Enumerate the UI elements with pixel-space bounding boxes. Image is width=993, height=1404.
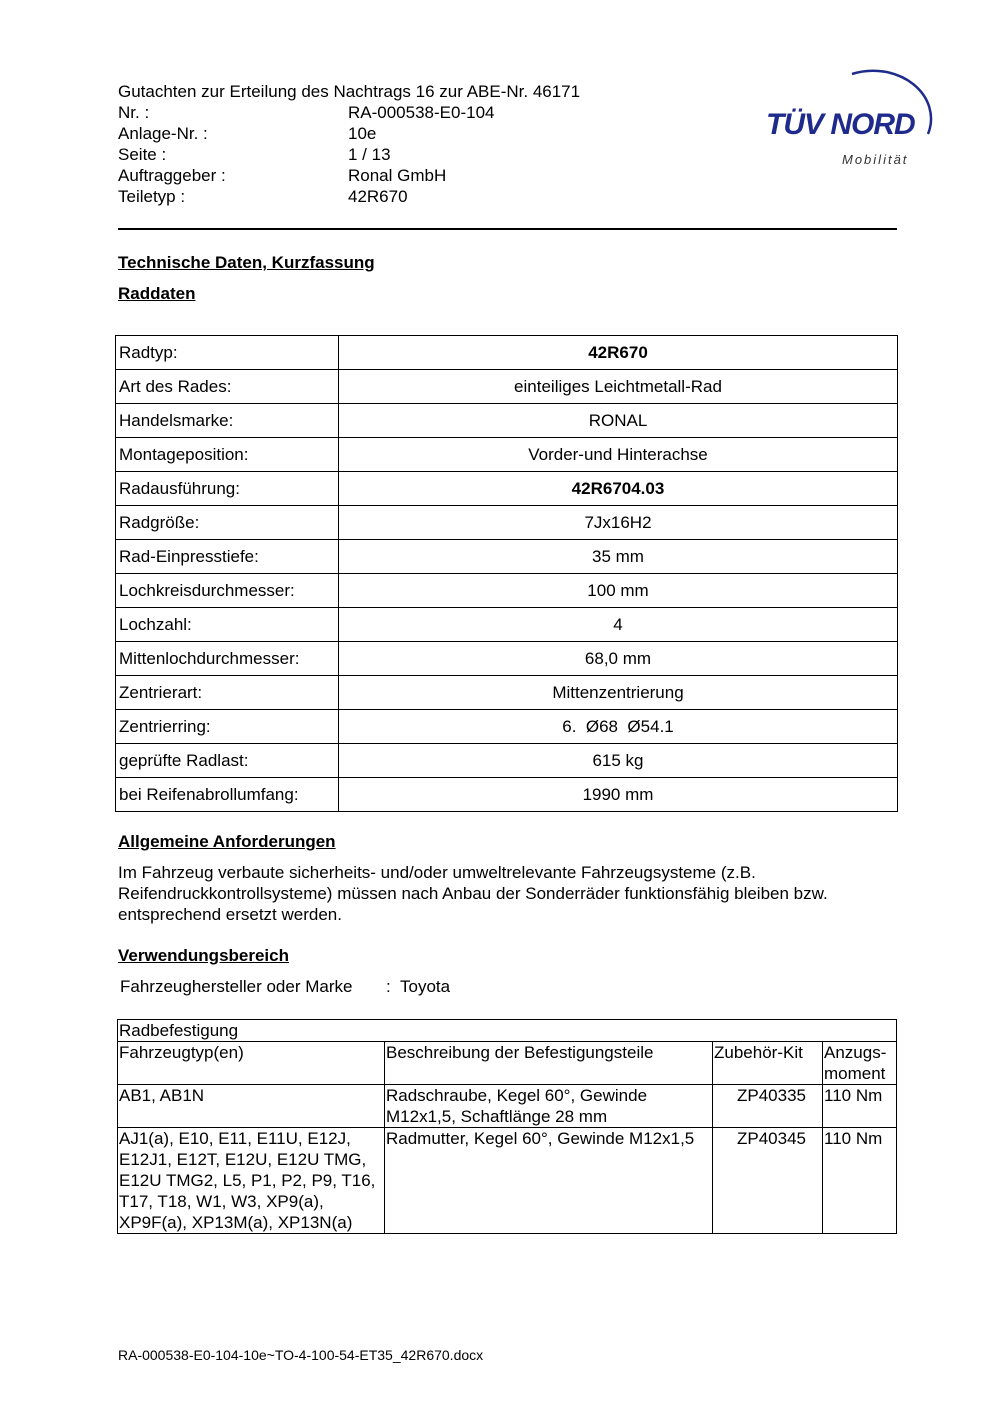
raddaten-table — [115, 335, 898, 812]
table-row — [116, 438, 898, 472]
header-anzugsmoment: Anzugs-moment — [823, 1042, 897, 1085]
tuv-nord-logo — [760, 56, 940, 174]
value-lochkreisdurchmesser: 100 mm — [339, 574, 898, 608]
table-row — [116, 574, 898, 608]
label-einpresstiefe: Rad-Einpresstiefe: — [116, 540, 339, 574]
document-title: Gutachten zur Erteilung des Nachtrags 16 zur ABE-Nr. 46171 — [118, 82, 581, 101]
header-zubehoer-kit: Zubehör-Kit — [713, 1042, 823, 1085]
header-divider — [118, 228, 897, 230]
label-radgroesse: Radgröße: — [116, 506, 339, 540]
value-reifenabrollumfang: 1990 mm — [339, 778, 898, 812]
table-row — [116, 676, 898, 710]
header-value-teiletyp: 42R670 — [348, 187, 408, 206]
label-lochzahl: Lochzahl: — [116, 608, 339, 642]
label-art-des-rades: Art des Rades: — [116, 370, 339, 404]
table-row — [116, 370, 898, 404]
row2-moment: 110 Nm — [823, 1128, 897, 1234]
row1-moment: 110 Nm — [823, 1085, 897, 1128]
heading-technische-daten: Technische Daten, Kurzfassung — [118, 253, 375, 272]
label-handelsmarke: Handelsmarke: — [116, 404, 339, 438]
value-mittenlochdurchmesser: 68,0 mm — [339, 642, 898, 676]
value-einpresstiefe: 35 mm — [339, 540, 898, 574]
table-row — [116, 336, 898, 370]
table-row — [116, 710, 898, 744]
table-row — [116, 540, 898, 574]
header-value-seite: 1 / 13 — [348, 145, 391, 164]
label-radtyp: Radtyp: — [116, 336, 339, 370]
label-mittenlochdurchmesser: Mittenlochdurchmesser: — [116, 642, 339, 676]
table-row — [116, 404, 898, 438]
row1-kit: ZP40335 — [713, 1085, 823, 1128]
row1-types: AB1, AB1N — [118, 1085, 385, 1128]
value-montageposition: Vorder-und Hinterachse — [339, 438, 898, 472]
header-value-nr: RA-000538-E0-104 — [348, 103, 495, 122]
header-label-seite: Seite : — [118, 145, 167, 164]
radbefestigung-title: Radbefestigung — [118, 1020, 897, 1042]
table-row — [116, 472, 898, 506]
row2-kit: ZP40345 — [713, 1128, 823, 1234]
label-reifenabrollumfang: bei Reifenabrollumfang: — [116, 778, 339, 812]
header-beschreibung: Beschreibung der Befestigungsteile — [385, 1042, 713, 1085]
header-fahrzeugtypen: Fahrzeugtyp(en) — [118, 1042, 385, 1085]
label-radausfuehrung: Radausführung: — [116, 472, 339, 506]
heading-allgemeine-anforderungen: Allgemeine Anforderungen — [118, 832, 336, 851]
value-lochzahl: 4 — [339, 608, 898, 642]
header-label-nr: Nr. : — [118, 103, 150, 122]
value-zentrierart: Mittenzentrierung — [339, 676, 898, 710]
header-label-teiletyp: Teiletyp : — [118, 187, 186, 206]
table-row — [116, 642, 898, 676]
label-zentrierring: Zentrierring: — [116, 710, 339, 744]
header-label-auftraggeber: Auftraggeber : — [118, 166, 226, 185]
allgemeine-paragraph: Im Fahrzeug verbaute sicherheits- und/oder umweltrelevante Fahrzeugsysteme (z.B. Reifendruckkontrollsysteme) müssen nach Anbau der Sonderräder funktionsfähig bleiben bzw. entsprechend ersetzt werden. — [118, 863, 828, 924]
heading-raddaten: Raddaten — [118, 284, 196, 303]
label-radlast: geprüfte Radlast: — [116, 744, 339, 778]
logo-subtitle: Mobilität — [842, 152, 909, 167]
fahrzeughersteller-label: Fahrzeughersteller oder Marke — [120, 977, 353, 996]
fahrzeughersteller-sep: : — [386, 977, 391, 996]
table-row — [116, 608, 898, 642]
value-zentrierring: 6. Ø68 Ø54.1 — [339, 710, 898, 744]
label-lochkreisdurchmesser: Lochkreisdurchmesser: — [116, 574, 339, 608]
table-header-row — [118, 1042, 897, 1085]
heading-verwendungsbereich: Verwendungsbereich — [118, 946, 289, 965]
value-radausfuehrung: 42R6704.03 — [339, 472, 898, 506]
header-value-anlage: 10e — [348, 124, 377, 143]
footer-filename: RA-000538-E0-104-10e~TO-4-100-54-ET35_42R670.docx — [118, 1347, 484, 1363]
table-row — [118, 1085, 897, 1128]
table-row — [118, 1128, 897, 1234]
header-label-anlage: Anlage-Nr. : — [118, 124, 208, 143]
value-handelsmarke: RONAL — [339, 404, 898, 438]
label-zentrierart: Zentrierart: — [116, 676, 339, 710]
fahrzeughersteller-value: Toyota — [400, 977, 451, 996]
value-radgroesse: 7Jx16H2 — [339, 506, 898, 540]
fahrzeughersteller-row — [118, 977, 450, 997]
value-radtyp: 42R670 — [339, 336, 898, 370]
table-row — [116, 744, 898, 778]
table-row — [116, 506, 898, 540]
header-value-auftraggeber: Ronal GmbH — [348, 166, 447, 185]
value-radlast: 615 kg — [339, 744, 898, 778]
row2-desc: Radmutter, Kegel 60°, Gewinde M12x1,5 — [385, 1128, 713, 1234]
label-montageposition: Montageposition: — [116, 438, 339, 472]
logo-brand: TÜV NORD — [766, 108, 915, 141]
table-row — [118, 1020, 897, 1042]
row1-desc: Radschraube, Kegel 60°, Gewinde M12x1,5, Schaftlänge 28 mm — [385, 1085, 713, 1128]
table-row — [116, 778, 898, 812]
value-art-des-rades: einteiliges Leichtmetall-Rad — [339, 370, 898, 404]
row2-types: AJ1(a), E10, E11, E11U, E12J, E12J1, E12T, E12U, E12U TMG, E12U TMG2, L5, P1, P2, P9, T16, T17, T18, W1, W3, XP9(a), XP9F(a), XP13M(a), XP13N(a) — [118, 1128, 385, 1234]
radbefestigung-table — [117, 1019, 897, 1234]
